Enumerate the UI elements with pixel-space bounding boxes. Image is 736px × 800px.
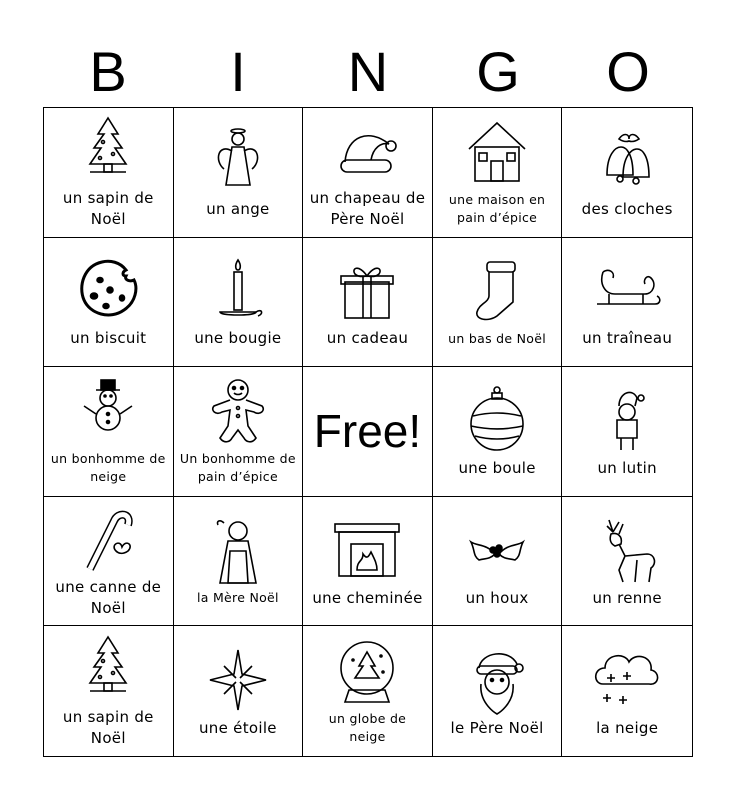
- cookie-icon: [70, 254, 146, 326]
- fireplace-icon: [329, 514, 405, 586]
- bingo-cell: [433, 108, 563, 238]
- cell-label: un bas de Noël: [448, 330, 547, 346]
- bingo-cell: [562, 626, 692, 756]
- cell-label: un globe de neige: [328, 711, 407, 745]
- header-letter-b: B: [89, 40, 127, 103]
- snowman-icon: [70, 376, 146, 448]
- header-letter-g: G: [476, 40, 520, 103]
- bingo-cell: [303, 497, 433, 627]
- gingerbread-man-icon: [200, 376, 276, 448]
- cell-label: une boule: [458, 458, 536, 477]
- ornament-icon: [459, 384, 535, 456]
- bingo-header: [43, 40, 693, 104]
- elf-icon: [589, 384, 665, 456]
- cell-label: un ange: [206, 199, 270, 218]
- cell-label: un sapin de Noël: [62, 708, 154, 748]
- cell-label: le Père Noël: [450, 718, 544, 737]
- cell-label: un renne: [592, 588, 662, 607]
- cell-label: des cloches: [581, 199, 673, 218]
- bingo-cell: [44, 238, 174, 368]
- cell-label: un biscuit: [70, 329, 147, 348]
- reindeer-icon: [589, 514, 665, 586]
- bingo-cell: [174, 238, 304, 368]
- bingo-cell: [303, 108, 433, 238]
- cell-label: une maison en pain d’épice: [448, 192, 546, 226]
- cell-label: un bonhomme de neige: [50, 451, 166, 485]
- bingo-cell: [44, 108, 174, 238]
- cell-label: une cheminée: [312, 588, 423, 607]
- bingo-cell-free: [303, 367, 433, 497]
- bingo-cell: [303, 238, 433, 368]
- free-space: Free!: [313, 405, 422, 458]
- santa-face-icon: [459, 644, 535, 716]
- stocking-icon: [459, 256, 535, 328]
- sleigh-icon: [589, 254, 665, 326]
- bingo-grid: [43, 107, 693, 757]
- bingo-cell: [174, 497, 304, 627]
- cell-label: la Mère Noël: [196, 590, 279, 606]
- star-icon: [200, 644, 276, 716]
- cell-label: un houx: [465, 588, 529, 607]
- bingo-cell: [174, 108, 304, 238]
- header-letter-i: I: [230, 40, 246, 103]
- cell-label: la neige: [596, 718, 659, 737]
- bingo-cell: [44, 497, 174, 627]
- angel-icon: [200, 125, 276, 197]
- cell-label: une bougie: [194, 329, 282, 348]
- bells-icon: [589, 125, 665, 197]
- bingo-cell: [562, 497, 692, 627]
- gift-icon: [329, 254, 405, 326]
- cell-label: un cadeau: [326, 329, 409, 348]
- bingo-cell: [433, 626, 563, 756]
- bingo-cell: [174, 367, 304, 497]
- bingo-cell: [44, 626, 174, 756]
- bingo-cell: [562, 367, 692, 497]
- candy-cane-icon: [70, 503, 146, 575]
- bingo-cell: [433, 367, 563, 497]
- snow-cloud-icon: [589, 644, 665, 716]
- bingo-cell: [44, 367, 174, 497]
- christmas-tree-icon: [70, 633, 146, 705]
- cell-label: un lutin: [597, 458, 657, 477]
- bingo-cell: [433, 497, 563, 627]
- christmas-tree-icon: [70, 114, 146, 186]
- bingo-cell: [174, 626, 304, 756]
- bingo-cell: [562, 108, 692, 238]
- bingo-cell: [433, 238, 563, 368]
- cell-label: Un bonhomme de pain d’épice: [179, 451, 296, 485]
- cell-label: un chapeau de Père Noël: [309, 189, 426, 229]
- header-letter-o: O: [606, 40, 650, 103]
- candle-icon: [200, 254, 276, 326]
- bingo-cell: [562, 238, 692, 368]
- santa-hat-icon: [329, 114, 405, 186]
- header-letter-n: N: [347, 40, 389, 103]
- mrs-claus-icon: [200, 515, 276, 587]
- cell-label: un traîneau: [582, 329, 673, 348]
- gingerbread-house-icon: [459, 117, 535, 189]
- snow-globe-icon: [329, 636, 405, 708]
- cell-label: un sapin de Noël: [62, 189, 154, 229]
- bingo-cell: [303, 626, 433, 756]
- cell-label: une étoile: [198, 718, 277, 737]
- cell-label: une canne de Noël: [55, 578, 162, 618]
- holly-icon: [459, 514, 535, 586]
